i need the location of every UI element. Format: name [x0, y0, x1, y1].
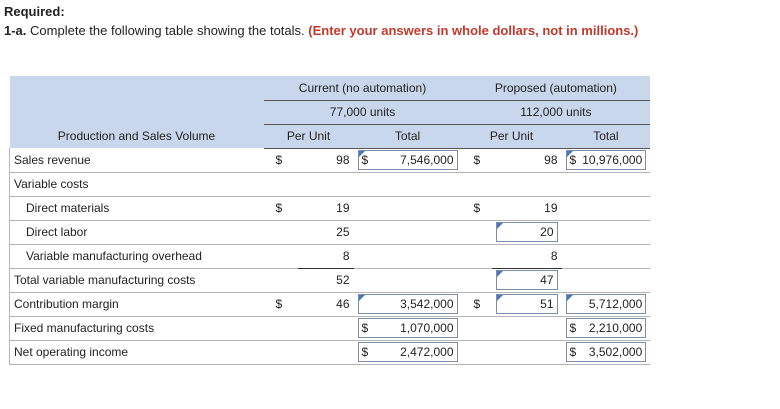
header-row-columns	[10, 124, 651, 148]
cur-total-cell	[354, 316, 462, 340]
pro-total-value: 2,210,000	[588, 321, 643, 335]
table-row	[10, 220, 651, 244]
cur-total-value: 7,546,000	[400, 153, 454, 167]
currency-symbol: $	[569, 345, 577, 359]
currency-symbol: $	[361, 321, 369, 335]
currency-symbol: $	[462, 148, 492, 172]
current-per-unit-header: Per Unit	[264, 124, 354, 148]
cur-total-input[interactable]	[358, 150, 458, 170]
proposed-title: Proposed (automation)	[462, 76, 651, 100]
proposed-units	[462, 100, 651, 124]
pro-per-unit: 19	[492, 196, 562, 220]
table-row	[10, 244, 651, 268]
table-row	[10, 148, 651, 172]
cur-total-input[interactable]	[358, 318, 458, 338]
pro-per-unit-input[interactable]	[496, 222, 558, 242]
header-row-units	[10, 100, 651, 124]
cur-per-unit: 19	[298, 196, 354, 220]
table-row	[10, 268, 651, 292]
row-header: Production and Sales Volume	[10, 124, 264, 148]
row-label: Variable costs	[10, 172, 264, 196]
pro-total-input[interactable]	[566, 342, 647, 362]
row-label: Net operating income	[10, 340, 264, 364]
currency-symbol: $	[361, 153, 369, 167]
row-label: Fixed manufacturing costs	[10, 316, 264, 340]
cur-total-value: 2,472,000	[400, 345, 454, 359]
answer-marker	[497, 271, 503, 277]
cur-per-unit: 98	[298, 148, 354, 172]
cur-per-unit: 25	[298, 220, 354, 244]
cur-total-cell	[354, 148, 462, 172]
answer-marker	[497, 223, 503, 229]
pro-per-unit-value: 47	[540, 273, 554, 287]
proposed-total-header: Total	[562, 124, 651, 148]
row-label: Sales revenue	[10, 148, 264, 172]
currency-symbol: $	[462, 292, 492, 316]
header-blank	[10, 76, 264, 100]
current-units	[264, 100, 462, 124]
pro-total-cell	[562, 148, 651, 172]
table-row	[10, 316, 651, 340]
cur-total-input[interactable]	[358, 342, 458, 362]
pro-total-cell	[562, 292, 651, 316]
cur-total-cell	[354, 292, 462, 316]
currency-symbol: $	[569, 321, 577, 335]
currency-symbol: $	[264, 196, 298, 220]
proposed-units-label: units	[566, 105, 592, 119]
answer-marker	[359, 295, 365, 301]
current-units-label: units	[369, 105, 396, 119]
answer-marker	[497, 295, 503, 301]
pro-per-unit-cell	[492, 220, 562, 244]
pro-per-unit-cell	[492, 292, 562, 316]
answer-marker	[567, 151, 573, 157]
answer-marker	[359, 151, 365, 157]
income-table	[9, 76, 650, 365]
currency-symbol: $	[361, 345, 369, 359]
proposed-per-unit-header: Per Unit	[462, 124, 562, 148]
required-heading: Required:	[4, 4, 65, 19]
cur-per-unit: 52	[298, 268, 354, 292]
pro-total-value: 10,976,000	[582, 153, 643, 167]
pro-total-cell	[562, 316, 651, 340]
row-label: Contribution margin	[10, 292, 264, 316]
pro-total-input[interactable]	[566, 150, 647, 170]
cur-total-value: 1,070,000	[400, 321, 454, 335]
current-total-header: Total	[354, 124, 462, 148]
pro-per-unit-cell	[492, 268, 562, 292]
pro-total-value: 5,712,000	[588, 297, 643, 311]
proposed-units-value: 112,000	[520, 105, 563, 119]
row-label: Variable manufacturing overhead	[10, 244, 264, 268]
row-label: Direct labor	[10, 220, 264, 244]
currency-symbol: $	[264, 148, 298, 172]
pro-total-cell	[562, 340, 651, 364]
cur-per-unit: 46	[298, 292, 354, 316]
table-row	[10, 340, 651, 364]
header-blank	[10, 100, 264, 124]
pro-per-unit-input[interactable]	[496, 270, 558, 290]
row-label: Total variable manufacturing costs	[10, 268, 264, 292]
pro-per-unit: 98	[492, 148, 562, 172]
currency-symbol: $	[264, 292, 298, 316]
cur-per-unit: 8	[298, 244, 354, 268]
instruction-text: Complete the following table showing the totals.	[30, 23, 305, 38]
pro-per-unit-input[interactable]	[496, 294, 558, 314]
instruction-note: (Enter your answers in whole dollars, not in millions.)	[308, 23, 639, 38]
cur-total-value: 3,542,000	[400, 297, 454, 311]
current-title: Current (no automation)	[264, 76, 462, 100]
currency-symbol: $	[569, 153, 577, 167]
pro-total-input[interactable]	[566, 294, 647, 314]
header-row-titles	[10, 76, 651, 100]
row-label: Direct materials	[10, 196, 264, 220]
pro-per-unit-value: 20	[540, 225, 554, 239]
pro-total-value: 3,502,000	[588, 345, 643, 359]
pro-total-input[interactable]	[566, 318, 647, 338]
pro-per-unit: 8	[492, 244, 562, 268]
currency-symbol: $	[462, 196, 492, 220]
part-number: 1-a.	[4, 23, 27, 38]
instruction-line	[4, 23, 638, 38]
pro-per-unit-value: 51	[540, 297, 554, 311]
current-units-value: 77,000	[329, 105, 367, 119]
answer-marker	[567, 295, 573, 301]
table-row	[10, 172, 651, 196]
table-row	[10, 196, 651, 220]
cur-total-input[interactable]	[358, 294, 458, 314]
table-row	[10, 292, 651, 316]
cur-total-cell	[354, 340, 462, 364]
